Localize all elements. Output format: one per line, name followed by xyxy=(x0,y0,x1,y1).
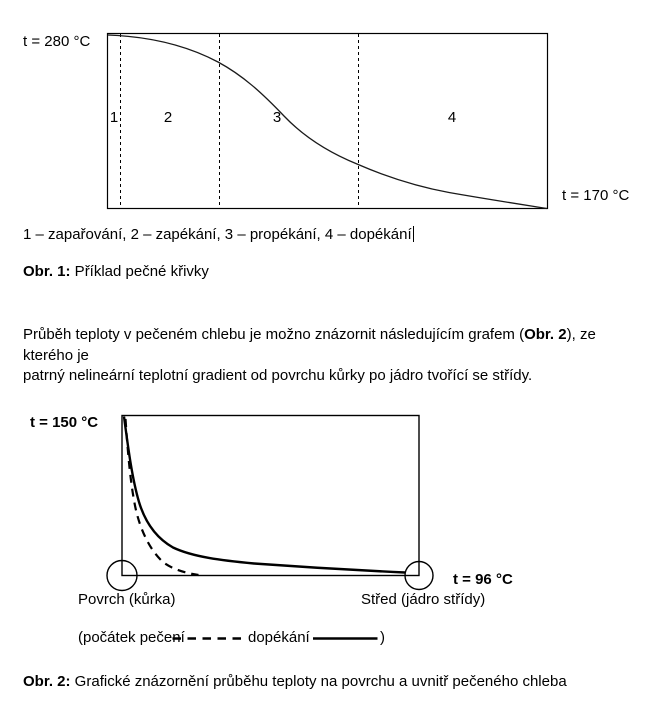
paragraph-text-1: Průběh teploty v pečeném chlebu je možno znázornit následujícím grafem ( xyxy=(23,326,525,343)
fig2-legend-close-paren: ) xyxy=(380,629,385,646)
fig1-key-line xyxy=(23,226,414,243)
fig1-baking-curve xyxy=(108,35,548,209)
fig2-caption-prefix: Obr. 2: xyxy=(23,673,71,690)
body-paragraph xyxy=(23,325,649,387)
text-cursor xyxy=(413,226,415,242)
fig2-legend-open-label: (počátek pečení xyxy=(78,629,185,646)
fig1-caption xyxy=(23,263,209,280)
paragraph-text-3: patrný nelineární teplotní gradient od povrchu kůrky po jádro tvořící se střídy. xyxy=(23,367,533,384)
fig1-temp-start-label: t = 280 °C xyxy=(23,33,91,50)
paragraph-text-2: ), ze kterého je xyxy=(23,326,596,364)
paragraph-bold-ref: Obr. 2 xyxy=(524,326,567,343)
fig1-caption-text: Příklad pečné křivky xyxy=(70,263,209,280)
fig1-zone-label-1: 1 xyxy=(109,109,119,126)
fig2-temp-top-label: t = 150 °C xyxy=(30,414,99,431)
fig2-plot-box xyxy=(122,416,419,576)
fig2-temp-end-label: t = 96 °C xyxy=(453,571,513,588)
fig1-plot-box xyxy=(108,34,548,209)
fig2-final-baking-curve-solid xyxy=(124,417,405,573)
fig2-axis-label-surface: Povrch (kůrka) xyxy=(78,591,176,608)
fig2-caption xyxy=(23,673,567,690)
fig2-legend-solid-label: dopékání xyxy=(248,629,310,646)
figure1-graphic xyxy=(108,34,548,209)
fig1-caption-prefix: Obr. 1: xyxy=(23,263,71,280)
fig1-zone-label-4: 4 xyxy=(447,109,457,126)
fig1-zone-label-3: 3 xyxy=(272,109,282,126)
fig2-caption-text: Grafické znázornění průběhu teploty na povrchu a uvnitř pečeného chleba xyxy=(70,673,567,690)
fig2-axis-label-core: Střed (jádro střídy) xyxy=(361,591,486,608)
fig1-key-text: 1 – zapařování, 2 – zapékání, 3 – propékání, 4 – dopékání xyxy=(23,226,412,243)
fig1-zone-label-2: 2 xyxy=(163,109,173,126)
fig1-temp-end-label: t = 170 °C xyxy=(562,187,630,204)
